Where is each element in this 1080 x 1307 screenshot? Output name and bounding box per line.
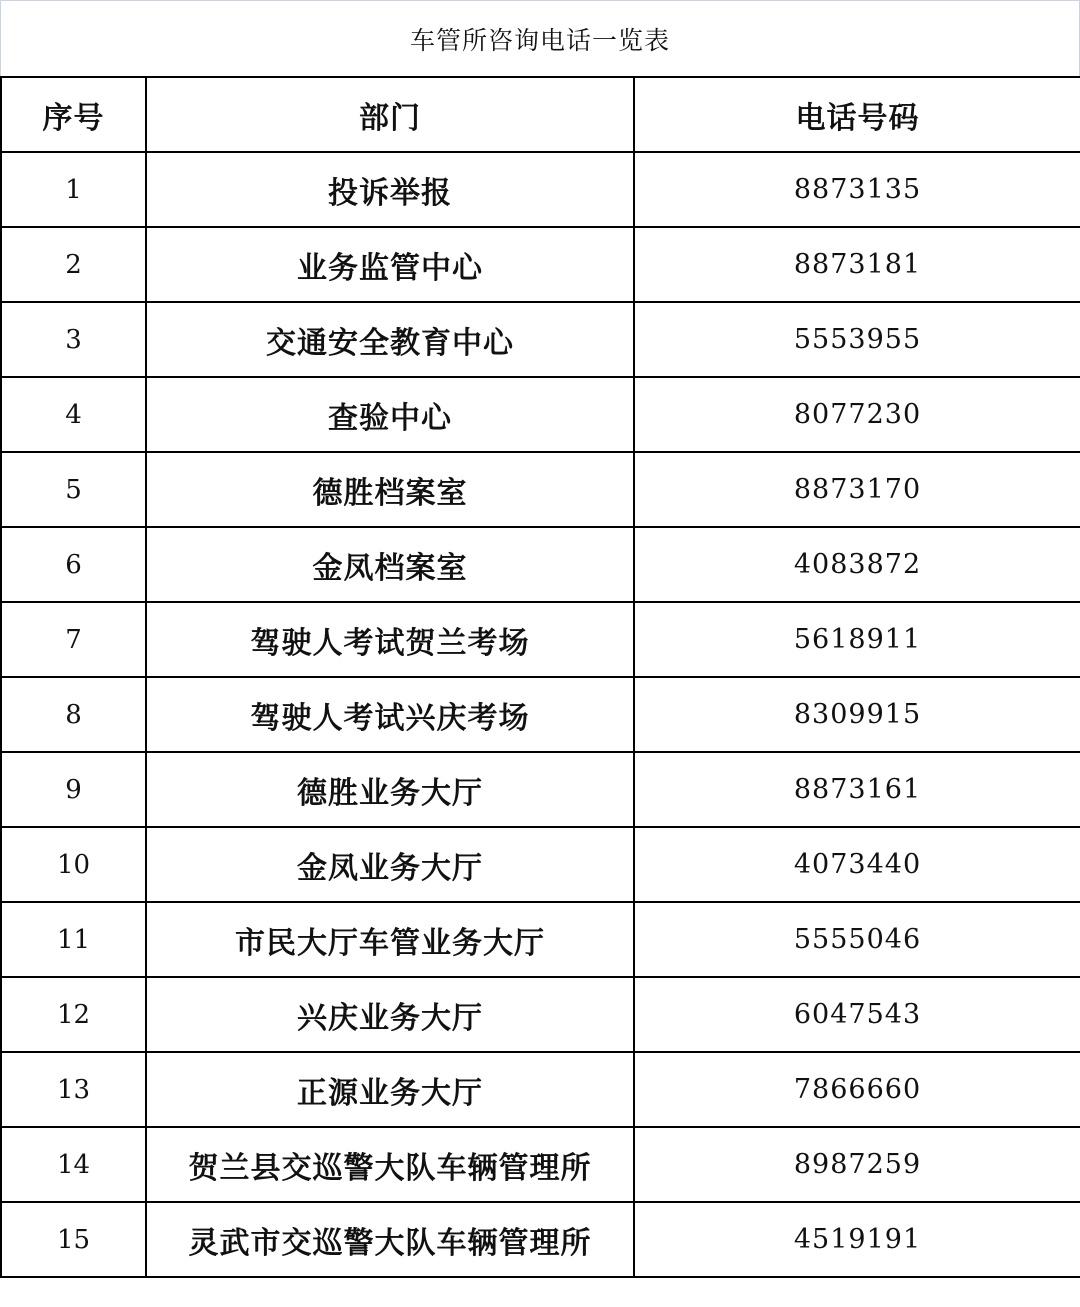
row-index: 4 bbox=[1, 377, 146, 452]
table-row bbox=[1, 377, 1080, 452]
row-index: 5 bbox=[1, 452, 146, 527]
row-phone: 5555046 bbox=[634, 902, 1080, 977]
row-phone: 8873181 bbox=[634, 227, 1080, 302]
row-index: 11 bbox=[1, 902, 146, 977]
row-index: 2 bbox=[1, 227, 146, 302]
header-row bbox=[1, 77, 1080, 152]
row-department: 贺兰县交巡警大队车辆管理所 bbox=[146, 1127, 634, 1202]
row-phone: 8309915 bbox=[634, 677, 1080, 752]
row-index: 1 bbox=[1, 152, 146, 227]
row-index: 8 bbox=[1, 677, 146, 752]
row-department: 德胜档案室 bbox=[146, 452, 634, 527]
row-department: 德胜业务大厅 bbox=[146, 752, 634, 827]
row-phone: 4083872 bbox=[634, 527, 1080, 602]
table-row bbox=[1, 1052, 1080, 1127]
row-department: 驾驶人考试贺兰考场 bbox=[146, 602, 634, 677]
row-department: 驾驶人考试兴庆考场 bbox=[146, 677, 634, 752]
table-row bbox=[1, 527, 1080, 602]
row-index: 12 bbox=[1, 977, 146, 1052]
row-department: 业务监管中心 bbox=[146, 227, 634, 302]
row-index: 9 bbox=[1, 752, 146, 827]
row-department: 投诉举报 bbox=[146, 152, 634, 227]
row-department: 金凤业务大厅 bbox=[146, 827, 634, 902]
row-phone: 4519191 bbox=[634, 1202, 1080, 1277]
table-row bbox=[1, 902, 1080, 977]
row-phone: 4073440 bbox=[634, 827, 1080, 902]
table-row bbox=[1, 452, 1080, 527]
row-phone: 7866660 bbox=[634, 1052, 1080, 1127]
row-index: 7 bbox=[1, 602, 146, 677]
row-department: 交通安全教育中心 bbox=[146, 302, 634, 377]
row-index: 15 bbox=[1, 1202, 146, 1277]
row-phone: 8873161 bbox=[634, 752, 1080, 827]
table-row bbox=[1, 302, 1080, 377]
row-index: 3 bbox=[1, 302, 146, 377]
row-phone: 6047543 bbox=[634, 977, 1080, 1052]
table-row bbox=[1, 152, 1080, 227]
row-index: 13 bbox=[1, 1052, 146, 1127]
row-phone: 8873135 bbox=[634, 152, 1080, 227]
row-phone: 5553955 bbox=[634, 302, 1080, 377]
table-row bbox=[1, 1202, 1080, 1277]
row-phone: 8077230 bbox=[634, 377, 1080, 452]
header-department: 部门 bbox=[146, 77, 634, 152]
row-index: 14 bbox=[1, 1127, 146, 1202]
row-department: 兴庆业务大厅 bbox=[146, 977, 634, 1052]
table-row bbox=[1, 752, 1080, 827]
table-row bbox=[1, 827, 1080, 902]
row-phone: 8873170 bbox=[634, 452, 1080, 527]
table-row bbox=[1, 677, 1080, 752]
table-row bbox=[1, 602, 1080, 677]
row-department: 查验中心 bbox=[146, 377, 634, 452]
contact-table bbox=[0, 76, 1080, 1278]
table-row bbox=[1, 227, 1080, 302]
row-department: 灵武市交巡警大队车辆管理所 bbox=[146, 1202, 634, 1277]
table-row bbox=[1, 977, 1080, 1052]
row-phone: 5618911 bbox=[634, 602, 1080, 677]
table-title: 车管所咨询电话一览表 bbox=[0, 0, 1080, 76]
row-index: 6 bbox=[1, 527, 146, 602]
row-department: 市民大厅车管业务大厅 bbox=[146, 902, 634, 977]
header-phone: 电话号码 bbox=[634, 77, 1080, 152]
header-index: 序号 bbox=[1, 77, 146, 152]
row-index: 10 bbox=[1, 827, 146, 902]
row-department: 正源业务大厅 bbox=[146, 1052, 634, 1127]
table-row bbox=[1, 1127, 1080, 1202]
row-phone: 8987259 bbox=[634, 1127, 1080, 1202]
row-department: 金凤档案室 bbox=[146, 527, 634, 602]
